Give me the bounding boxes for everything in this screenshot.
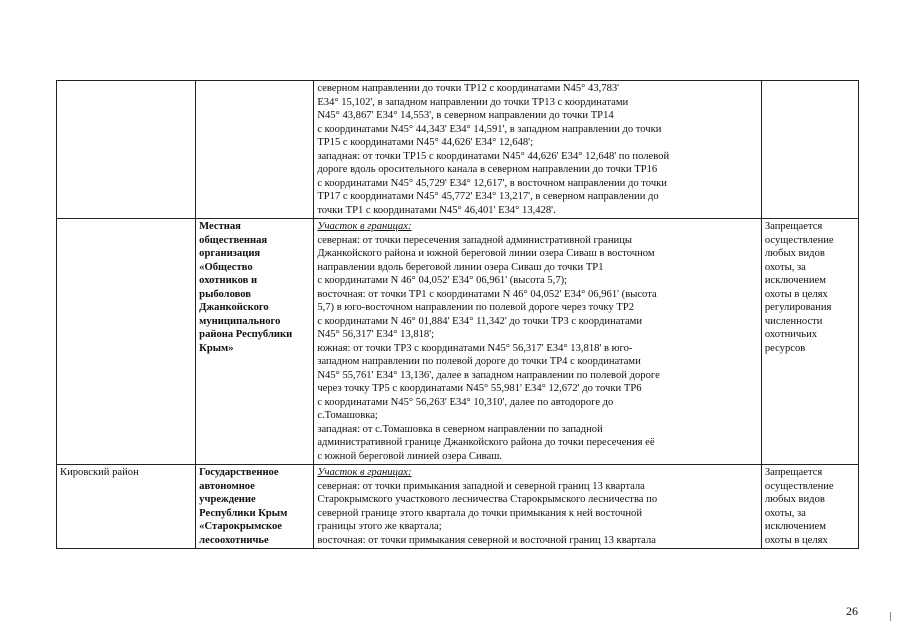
boundary-line: северном направлении до точки ТР12 с координатами N45° 43,783' — [317, 83, 620, 94]
boundary-line: Е34° 15,102', в западном направлении до точки ТР13 с координатами — [317, 96, 629, 108]
boundary-line: с южной береговой линией озера Сиваш. — [317, 450, 503, 462]
boundary-line: Джанкойского района и южной береговой линии озера Сиваш в восточном — [317, 248, 655, 259]
boundary-line: северная: от точки примыкания западной и северной границ 13 квартала — [317, 480, 645, 492]
organization-line: учреждение — [199, 494, 256, 505]
boundary-heading: Участок в границах: — [317, 467, 412, 478]
restriction-line: осуществление — [764, 480, 834, 492]
restriction-line: Запрещается — [764, 467, 823, 478]
boundary-line: с.Томашовка; — [317, 410, 378, 421]
district-cell — [57, 219, 196, 465]
restriction-cell — [761, 465, 858, 549]
boundary-line: границы этого же квартала; — [317, 521, 442, 532]
restriction-line: охоты в целях — [764, 534, 828, 546]
boundary-line: с координатами N 46° 04,052' Е34° 06,961' (высота 5,7); — [317, 275, 568, 286]
organization-line: лесоохотничье — [199, 534, 269, 546]
organization-line: общественная — [199, 234, 268, 246]
boundary-line: западном направлении по полевой дороге до точки ТР4 с координатами — [317, 356, 641, 367]
restriction-line: исключением — [764, 521, 826, 532]
restriction-line: осуществление — [764, 234, 834, 246]
organization-line: Крым» — [199, 342, 234, 354]
organization-line: Джанкойского — [199, 302, 269, 313]
table-row — [57, 465, 859, 549]
boundary-line: 5,7) в юго-восточном направлении по полевой дороге через точку ТР2 — [317, 302, 635, 313]
restriction-line: любых видов — [764, 494, 825, 505]
boundary-line: точки ТР1 с координатами N45° 46,401' Е34° 13,428'. — [317, 204, 556, 216]
organization-line: «Общество — [199, 261, 253, 273]
restriction-line: регулирования — [764, 302, 832, 313]
restriction-line: Запрещается — [764, 221, 823, 232]
boundary-heading: Участок в границах: — [317, 221, 412, 232]
scan-mark — [890, 612, 891, 621]
boundary-line: N45° 55,761' Е34° 13,136', далее в западном направлении по полевой дороге — [317, 369, 660, 381]
boundary-line: с координатами N 46° 01,884' Е34° 11,342' до точки ТР3 с координатами — [317, 315, 643, 327]
boundary-line: N45° 43,867' Е34° 14,553', в северном направлении до точки ТР14 — [317, 110, 614, 121]
boundary-line: с координатами N45° 56,263' Е34° 10,310', далее по автодороге до — [317, 396, 614, 408]
organization-cell — [196, 465, 314, 549]
boundary-line: западная: от с.Томашовка в северном направлении по западной — [317, 423, 603, 435]
restriction-cell — [761, 81, 858, 219]
organization-cell — [196, 219, 314, 465]
boundary-cell — [314, 81, 762, 219]
boundary-line: южная: от точки ТР3 с координатами N45° 56,317' Е34° 13,818' в юго- — [317, 342, 633, 354]
boundary-line: N45° 56,317' Е34° 13,818'; — [317, 329, 435, 340]
hunting-areas-table — [56, 80, 859, 549]
boundary-line: западная: от точки ТР15 с координатами N45° 44,626' Е34° 12,648' по полевой — [317, 150, 670, 162]
restriction-line: любых видов — [764, 248, 825, 259]
organization-line: муниципального — [199, 315, 281, 327]
restriction-line: численности — [764, 315, 823, 327]
boundary-line: северная: от точки пересечения западной административной границы — [317, 234, 632, 246]
table-row — [57, 219, 859, 465]
restriction-cell — [761, 219, 858, 465]
boundary-line: ТР17 с координатами N45° 45,772' Е34° 13,217', в северном направлении до — [317, 191, 659, 202]
restriction-line: охоты, за — [764, 261, 806, 273]
boundary-line: административной границе Джанкойского района до точки пересечения её — [317, 437, 655, 448]
restriction-line: ресурсов — [764, 342, 806, 354]
boundary-cell — [314, 465, 762, 549]
organization-line: автономное — [199, 480, 255, 492]
organization-line: рыболовов — [199, 288, 252, 300]
boundary-line: дороге вдоль оросительного канала в северном направлении до точки ТР16 — [317, 164, 658, 175]
boundary-line: восточная: от точки ТР1 с координатами N 46° 04,052' Е34° 06,961' (высота — [317, 288, 657, 300]
boundary-line: через точку ТР5 с координатами N45° 55,981' Е34° 12,672' до точки ТР6 — [317, 383, 642, 394]
page-number: 26 — [846, 604, 858, 618]
boundary-cell — [314, 219, 762, 465]
restriction-line: охоты, за — [764, 507, 806, 519]
organization-line: «Старокрымское — [199, 521, 282, 532]
restriction-line: охоты в целях — [764, 288, 828, 300]
organization-line: района Республики — [199, 329, 293, 340]
restriction-line: исключением — [764, 275, 826, 286]
restriction-line: охотничьих — [764, 329, 818, 340]
organization-line: Местная — [199, 221, 241, 232]
district-cell: Кировский район — [57, 465, 196, 549]
boundary-line: восточная: от точки примыкания северной и восточной границ 13 квартала — [317, 534, 656, 546]
boundary-line: Старокрымского участкового лесничества Старокрымского лесничества по — [317, 494, 658, 505]
table-row — [57, 81, 859, 219]
organization-line: охотников и — [199, 275, 258, 286]
boundary-line: ТР15 с координатами N45° 44,626' Е34° 12,648'; — [317, 137, 534, 148]
organization-line: Республики Крым — [199, 507, 288, 519]
organization-line: организация — [199, 248, 261, 259]
boundary-line: с координатами N45° 44,343' Е34° 14,591', в западном направлении до точки — [317, 123, 662, 135]
organization-line: Государственное — [199, 467, 279, 478]
boundary-line: с координатами N45° 45,729' Е34° 12,617', в восточном направлении до точки — [317, 177, 667, 189]
boundary-line: северной границе этого квартала до точки примыкания к ней восточной — [317, 507, 642, 519]
district-cell — [57, 81, 196, 219]
organization-cell — [196, 81, 314, 219]
boundary-line: направлении вдоль береговой линии озера Сиваш до точки ТР1 — [317, 261, 604, 273]
